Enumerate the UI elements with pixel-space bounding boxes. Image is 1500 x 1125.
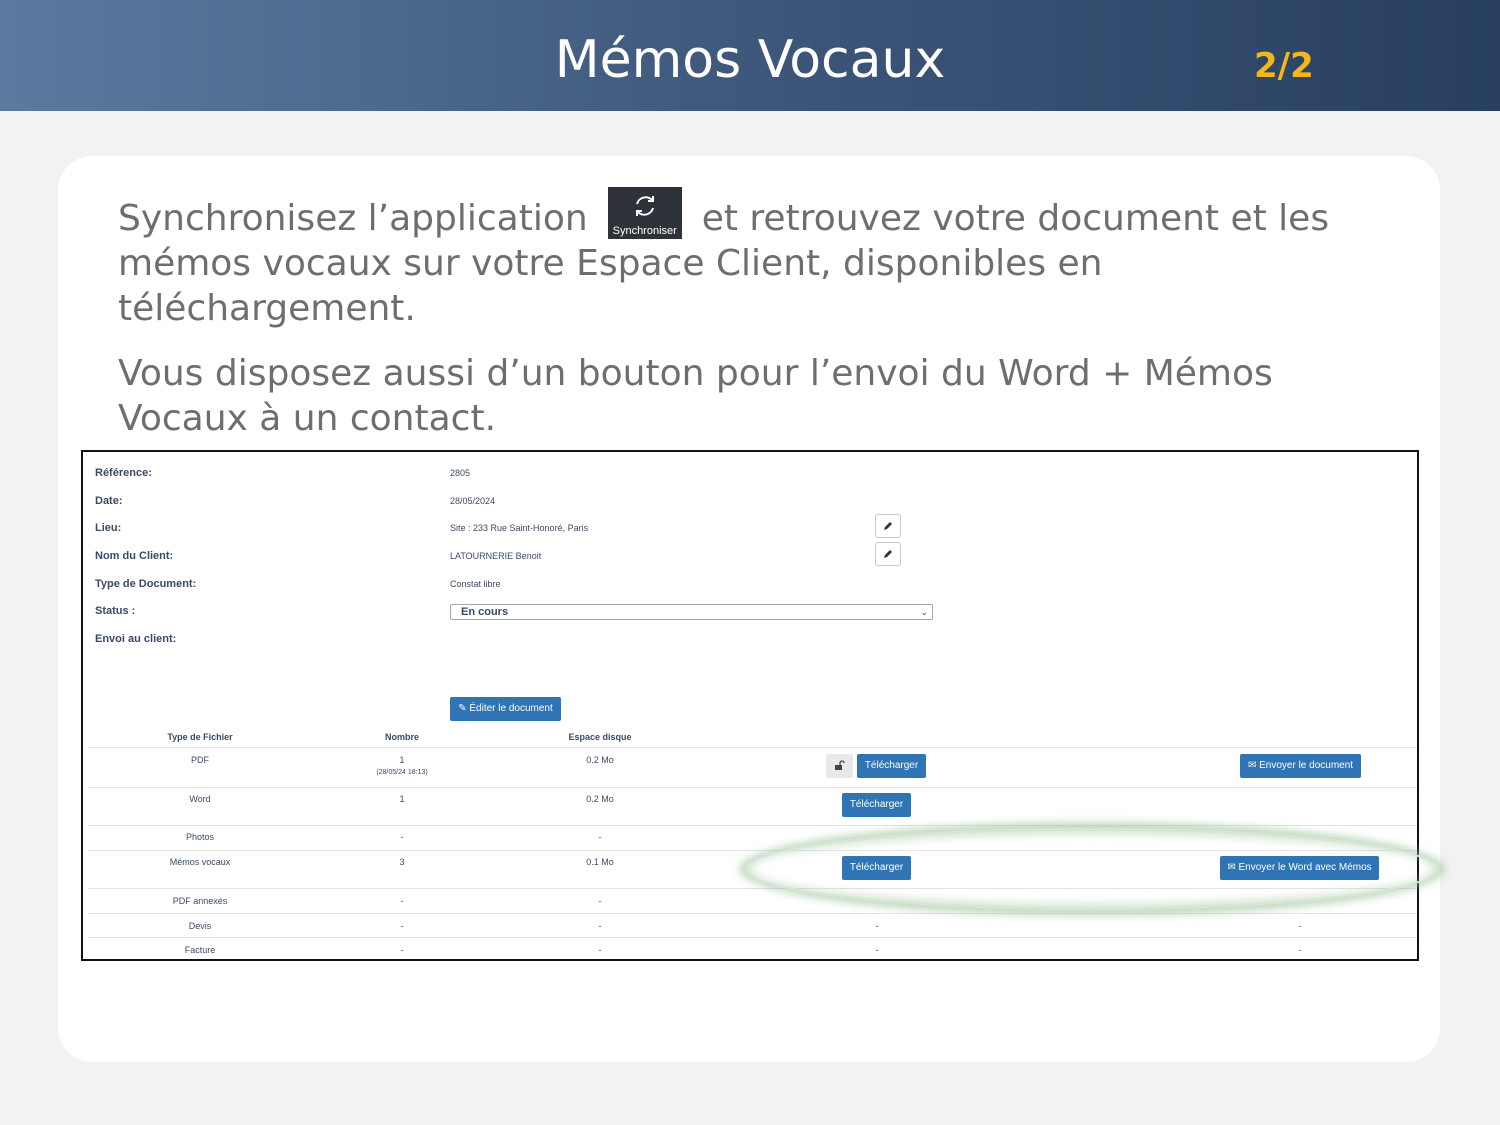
slide-header bbox=[0, 0, 1500, 111]
table-row-nombre: 1 bbox=[399, 755, 405, 765]
intro-line1-after: et retrouvez votre document et les mémos vocaux sur votre Espace Client, disponibles en téléchargement. bbox=[118, 198, 1330, 329]
table-row-send: - bbox=[1298, 921, 1302, 931]
synchroniser-button[interactable] bbox=[608, 187, 682, 239]
download-memos-button[interactable]: Télécharger bbox=[842, 856, 911, 880]
status-label: Status : bbox=[95, 605, 136, 617]
date-label: Date: bbox=[95, 495, 123, 507]
table-row-send: - bbox=[1298, 945, 1302, 955]
intro-text bbox=[118, 196, 1378, 461]
table-row-espace: 0.2 Mo bbox=[586, 755, 614, 765]
table-row-type: Facture bbox=[184, 945, 216, 955]
client-label: Nom du Client: bbox=[95, 550, 174, 562]
edit-client-button[interactable] bbox=[875, 542, 901, 566]
table-divider bbox=[88, 825, 1417, 826]
chevron-down-icon: ⌄ bbox=[920, 607, 928, 617]
slide-page-number: 2/2 bbox=[1254, 46, 1314, 86]
table-row-type: PDF bbox=[191, 755, 209, 765]
send-document-label: Envoyer le document bbox=[1259, 760, 1354, 771]
table-row-nombre: - bbox=[400, 832, 404, 842]
table-row-nombre: 3 bbox=[399, 857, 405, 867]
edit-document-label: Éditer le document bbox=[469, 703, 553, 714]
envelope-icon: ✉ bbox=[1227, 862, 1236, 873]
download-pdf-button[interactable]: Télécharger bbox=[857, 754, 926, 778]
highlight-ellipse bbox=[745, 828, 1439, 910]
pencil-icon bbox=[883, 549, 893, 559]
table-row-nombre: 1 bbox=[399, 794, 405, 804]
envoi-client-label: Envoi au client: bbox=[95, 633, 177, 645]
intro-paragraph-1 bbox=[118, 196, 1378, 331]
table-row-nombre: - bbox=[400, 896, 404, 906]
table-divider bbox=[88, 787, 1417, 788]
envelope-icon: ✉ bbox=[1247, 760, 1257, 771]
table-row-espace: - bbox=[598, 896, 602, 906]
table-row-type: Mémos vocaux bbox=[169, 857, 231, 867]
pencil-icon bbox=[883, 521, 893, 531]
edit-document-button[interactable] bbox=[450, 697, 561, 721]
unlock-icon bbox=[834, 760, 845, 771]
unlock-button[interactable] bbox=[826, 754, 853, 778]
table-row-type: Devis bbox=[188, 921, 212, 931]
status-select[interactable] bbox=[450, 604, 933, 620]
lieu-label: Lieu: bbox=[95, 522, 122, 534]
table-row-espace: - bbox=[598, 945, 602, 955]
type-document-value: Constat libre bbox=[450, 579, 501, 589]
table-row-action: - bbox=[875, 921, 879, 931]
col-header-type: Type de Fichier bbox=[167, 732, 233, 742]
status-selected-value: En cours bbox=[461, 606, 509, 618]
sync-icon bbox=[631, 192, 659, 220]
table-row-nombre: - bbox=[400, 921, 404, 931]
table-row-espace: - bbox=[598, 832, 602, 842]
reference-value: 2805 bbox=[450, 468, 471, 478]
table-row-type: Photos bbox=[185, 832, 215, 842]
table-row-nombre: - bbox=[400, 945, 404, 955]
table-row-date: (28/05/24 18:13) bbox=[376, 769, 428, 776]
table-row-espace: 0.1 Mo bbox=[586, 857, 614, 867]
table-divider bbox=[88, 747, 1417, 748]
table-divider bbox=[88, 913, 1417, 914]
col-header-espace: Espace disque bbox=[568, 732, 632, 742]
lieu-value: Site : 233 Rue Saint-Honoré, Paris bbox=[450, 523, 589, 533]
table-divider bbox=[88, 937, 1417, 938]
send-document-button[interactable] bbox=[1240, 754, 1361, 778]
download-word-button[interactable]: Télécharger bbox=[842, 793, 911, 817]
slide-title: Mémos Vocaux bbox=[554, 30, 946, 90]
intro-paragraph-2: Vous disposez aussi d’un bouton pour l’envoi du Word + Mémos Vocaux à un contact. bbox=[118, 353, 1273, 439]
synchroniser-label: Synchroniser bbox=[612, 225, 677, 237]
date-value: 28/05/2024 bbox=[450, 496, 496, 506]
intro-line1-before: Synchronisez l’application bbox=[118, 198, 588, 239]
table-row-action: - bbox=[875, 945, 879, 955]
col-header-nombre: Nombre bbox=[384, 732, 419, 742]
table-row-type: Word bbox=[189, 794, 211, 804]
send-word-memos-label: Envoyer le Word avec Mémos bbox=[1238, 862, 1372, 873]
reference-label: Référence: bbox=[95, 467, 152, 479]
pencil-icon: ✎ bbox=[458, 703, 467, 714]
table-row-type: PDF annexés bbox=[172, 896, 228, 906]
table-row-espace: 0.2 Mo bbox=[586, 794, 614, 804]
client-value: LATOURNERIE Benoit bbox=[450, 551, 542, 561]
table-row-espace: - bbox=[598, 921, 602, 931]
type-document-label: Type de Document: bbox=[95, 578, 197, 590]
edit-lieu-button[interactable] bbox=[875, 514, 901, 538]
